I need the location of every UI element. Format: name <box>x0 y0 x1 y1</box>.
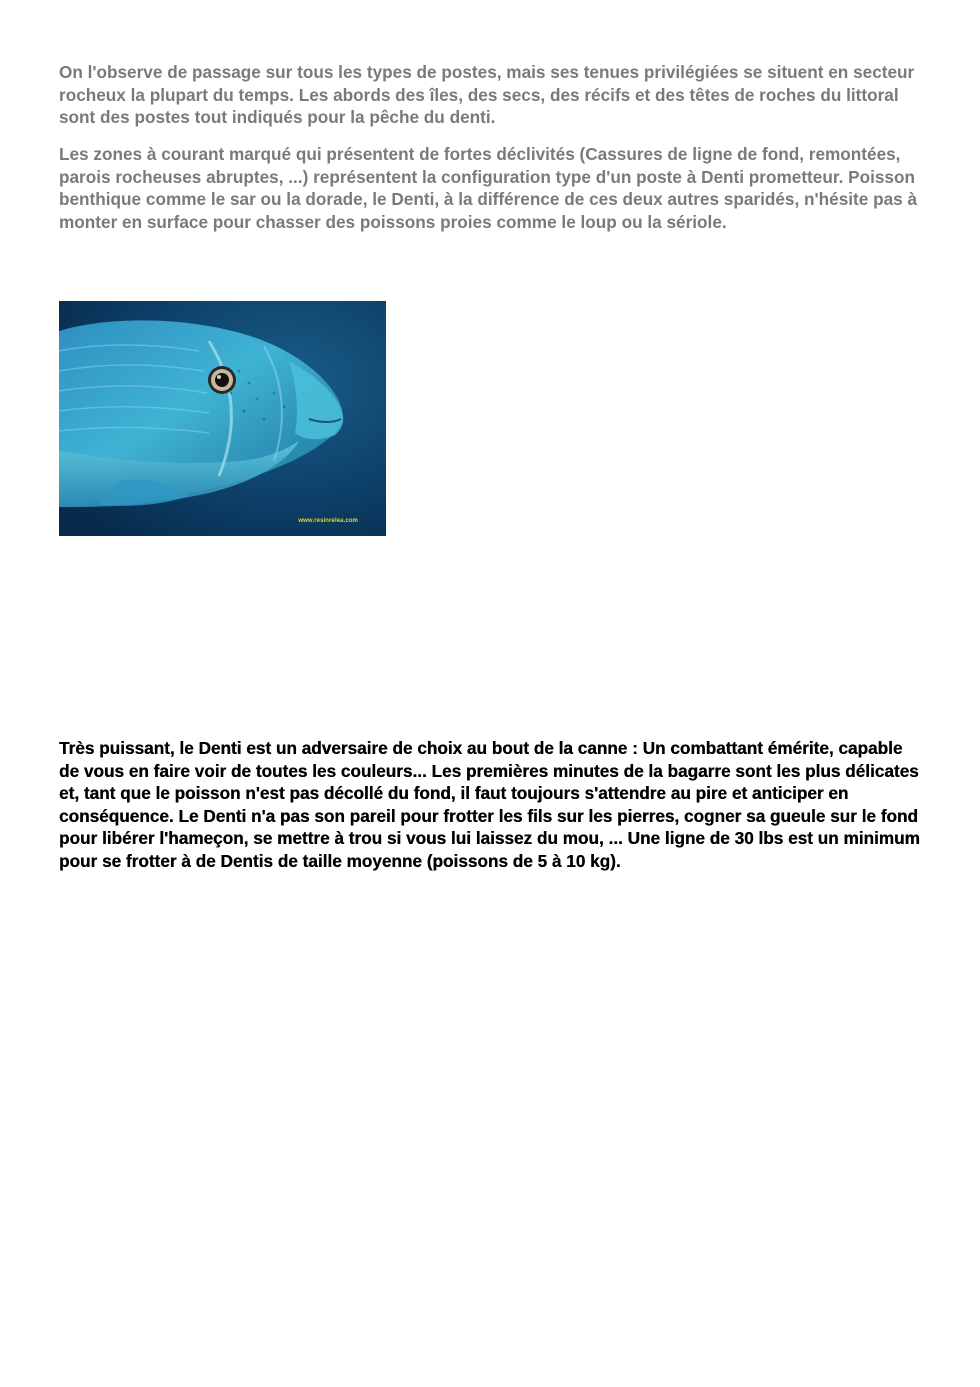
paragraph-habitat: On l'observe de passage sur tous les types de postes, mais ses tenues privilégiées se situent en secteur rocheux la plupart du temps. Les abords des îles, des secs, des récifs et des têtes de roches du littoral sont des postes tout indiqués pour la pêche du denti. <box>59 62 915 128</box>
denti-fish-photo <box>59 301 386 536</box>
paragraph-fight: Très puissant, le Denti est un adversaire de choix au bout de la canne : Un combattant émérite, capable de vous en faire voir de toutes les couleurs... Les premières minutes de la bagarre sont les plus délicates et, tant que le poisson n'est pas décollé du fond, il faut toujours s'attendre au pire et anticiper en conséquence. Le Denti n'a pas son pareil pour frotter les fils sur les pierres, cogner sa gueule sur le fond pour libérer l'hameçon, se mettre à trou si vous lui laissez du mou, ... Une ligne de 30 lbs est un minimum pour se frotter à de Dentis de taille moyenne (poissons de 5 à 10 kg). <box>59 738 920 871</box>
paragraph-currents: Les zones à courant marqué qui présentent de fortes déclivités (Cassures de ligne de fond, remontées, parois rocheuses abruptes, ...) représentent la configuration type d'un poste à Denti prometteur. Poisson benthique comme le sar ou la dorade, le Denti, à la différence de ces deux autres sparidés, n'hésite pas à monter en surface pour chasser des poissons proies comme le loup ou la sériole. <box>59 144 918 232</box>
photo-credit-watermark: www.resinrelea.com <box>298 518 358 524</box>
fish-illustration <box>59 301 386 536</box>
